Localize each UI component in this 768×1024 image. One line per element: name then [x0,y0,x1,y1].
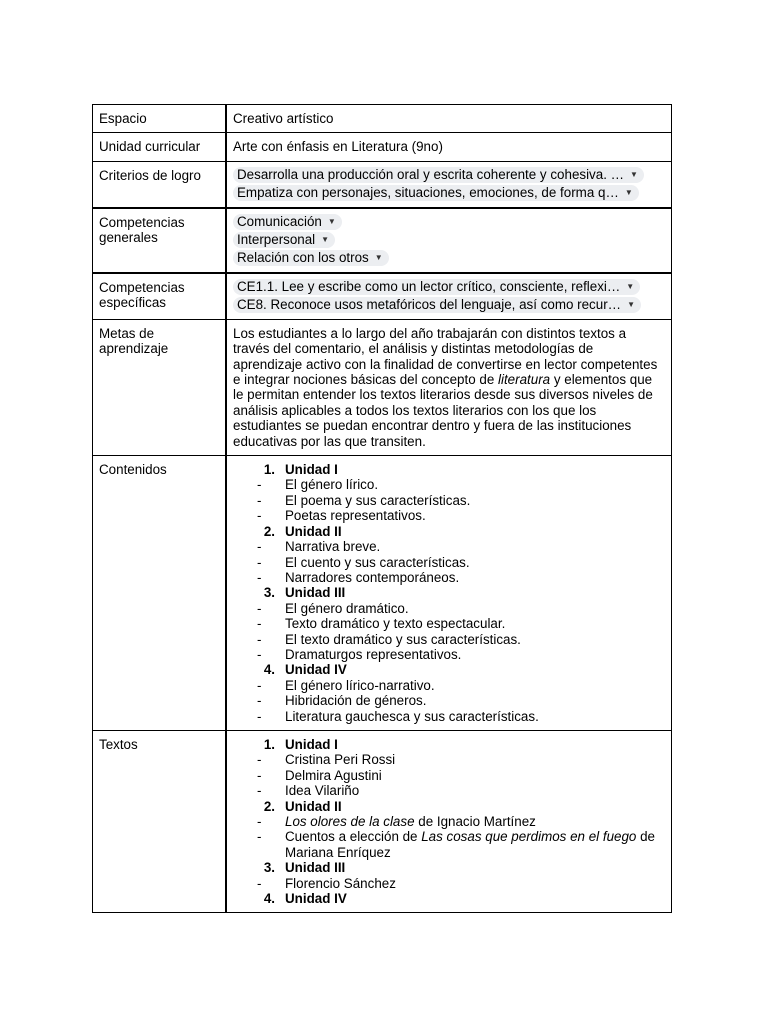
list-item [233,616,665,631]
value-espacio: Creativo artístico [226,105,672,133]
list-item [233,477,665,492]
competencia-chip-relacion[interactable] [233,250,389,266]
unit-number: 4. [263,662,275,678]
unit-number: 2. [263,523,275,539]
dash-marker: - [257,708,262,724]
row-metas [93,319,672,455]
curriculum-table [92,104,672,913]
item-text: Idea Vilariño [285,783,360,799]
unit-title: Unidad III [285,860,346,876]
especifica-chip-ce8[interactable] [233,297,641,313]
dash-marker: - [257,539,262,555]
unit-title: Unidad II [285,523,342,539]
dash-marker: - [257,631,262,647]
list-item [233,876,665,891]
label-competencias-generales: Competencias generales [93,208,227,273]
generales-chips [233,214,665,266]
label-competencias-especificas: Competencias específicas [93,273,227,320]
contenidos-cell [226,456,672,731]
row-criterios [93,161,672,208]
unit-number: 3. [263,860,275,876]
list-item [233,647,665,662]
list-item [233,783,665,798]
item-text: El cuento y sus características. [285,554,470,570]
item-text: El género dramático. [285,600,409,616]
unit-number: 1. [263,462,275,478]
item-text: Florencio Sánchez [285,875,396,891]
book-author: de Ignacio Martínez [414,814,536,829]
metas-text-after: y elementos que le permitan entender los textos literarios desde sus diversos niveles de análisis aplicables a todos los textos literarios con los que los estudiantes se puedan encontrar dentro y fuera de las instituciones educativas por las que transiten. [233,372,653,449]
chip-text: Relación con los otros [237,250,369,266]
row-unidad-curricular [93,133,672,161]
dash-marker: - [257,600,262,616]
textos-unit [233,737,665,752]
list-item [233,814,665,829]
metas-text-italic: literatura [498,372,551,388]
unit-title: Unidad II [285,798,342,814]
list-item [233,632,665,647]
dropdown-caret-icon: ▼ [374,253,383,263]
list-item [233,693,665,708]
dropdown-caret-icon: ▼ [626,282,635,292]
label-espacio: Espacio [93,105,227,133]
especificas-chips [233,279,665,313]
dash-marker: - [257,783,262,799]
item-text: Narradores contemporáneos. [285,569,460,585]
chip-text: Interpersonal [237,232,316,248]
textos-unit [233,799,665,814]
dropdown-caret-icon: ▼ [627,300,635,310]
row-espacio [93,105,672,133]
item-text: Texto dramático y texto espectacular. [285,616,506,632]
book-title: Las cosas que perdimos en el fuego [421,829,637,845]
contenidos-unit [233,662,665,677]
label-contenidos: Contenidos [93,456,227,731]
metas-text-before: Los estudiantes a lo largo del año trabajarán con distintos textos a través del comentario, el análisis y distintas metodologías de aprendizaje activo con la finalidad de convertirse en lector competentes e integrar nociones básicas del concepto de [233,325,658,388]
row-textos [93,730,672,912]
especifica-chip-ce1[interactable] [233,279,640,295]
chip-text: CE1.1. Lee y escribe como un lector crítico, consciente, reflexi… [237,279,621,295]
dash-marker: - [257,646,262,662]
contenidos-unit [233,585,665,600]
book-title: Los olores de la clase [285,814,415,829]
dash-marker: - [257,875,262,891]
dash-marker: - [257,677,262,693]
list-item [233,555,665,570]
textos-list [233,737,665,906]
contenidos-unit [233,462,665,477]
contenidos-unit [233,524,665,539]
criterio-chip-2[interactable] [233,185,639,201]
unit-number: 3. [263,585,275,601]
textos-unit [233,891,665,906]
item-text: El género lírico. [285,477,379,493]
dash-marker: - [257,492,262,508]
competencia-chip-comunicacion[interactable] [233,214,342,230]
textos-unit [233,860,665,875]
label-criterios: Criterios de logro [93,161,227,208]
list-item [233,709,665,724]
item-text [285,814,665,829]
unit-title: Unidad IV [285,891,347,907]
dash-marker: - [257,554,262,570]
dropdown-caret-icon: ▼ [630,170,638,180]
item-text: Dramaturgos representativos. [285,646,462,662]
chip-text: CE8. Reconoce usos metafóricos del lenguaje, así como recur… [237,297,622,313]
especificas-cell [226,273,672,320]
criterios-cell [226,161,672,208]
item-prefix: Cuentos a elección de [285,829,422,845]
list-item [233,570,665,585]
unit-title: Unidad IV [285,662,347,678]
unit-title: Unidad III [285,585,346,601]
competencia-chip-interpersonal[interactable] [233,232,335,248]
unit-number: 1. [263,736,275,752]
dash-marker: - [257,814,262,829]
book-author: de Mariana Enríquez [285,829,655,860]
dash-marker: - [257,616,262,632]
item-text: El texto dramático y sus características. [285,631,521,647]
list-item [233,829,665,860]
list-item [233,601,665,616]
row-competencias-especificas [93,273,672,320]
list-item [233,678,665,693]
dash-marker: - [257,693,262,709]
list-item [233,752,665,767]
label-unidad-curricular: Unidad curricular [93,133,227,161]
list-item [233,508,665,523]
item-text [285,829,665,860]
unit-title: Unidad I [285,462,338,478]
label-textos: Textos [93,730,227,912]
metas-text [233,326,665,449]
contenidos-list [233,462,665,724]
item-text: Delmira Agustini [285,767,382,783]
dash-marker: - [257,767,262,783]
textos-cell [226,730,672,912]
unit-number: 2. [263,798,275,814]
label-metas: Metas de aprendizaje [93,319,227,455]
row-competencias-generales [93,208,672,273]
chip-text: Empatiza con personajes, situaciones, emociones, de forma q… [237,185,619,201]
list-item [233,539,665,554]
dash-marker: - [257,829,262,845]
item-text: El género lírico-narrativo. [285,677,435,693]
dash-marker: - [257,508,262,524]
dropdown-caret-icon: ▼ [327,217,336,227]
list-item [233,493,665,508]
criterios-chips [233,167,665,201]
metas-cell [226,319,672,455]
item-text: El poema y sus características. [285,492,471,508]
chip-text: Desarrolla una producción oral y escrita coherente y cohesiva. … [237,167,625,183]
generales-cell [226,208,672,273]
dash-marker: - [257,477,262,493]
unit-number: 4. [263,891,275,907]
item-text: Poetas representativos. [285,508,426,524]
item-text: Hibridación de géneros. [285,693,427,709]
dropdown-caret-icon: ▼ [624,188,633,198]
unit-title: Unidad I [285,736,338,752]
list-item [233,768,665,783]
item-text: Narrativa breve. [285,539,381,555]
chip-text: Comunicación [237,214,322,230]
dash-marker: - [257,569,262,585]
dash-marker: - [257,752,262,768]
dropdown-caret-icon: ▼ [321,235,330,245]
criterio-chip-1[interactable] [233,167,644,183]
value-unidad-curricular: Arte con énfasis en Literatura (9no) [226,133,672,161]
item-text: Cristina Peri Rossi [285,752,396,768]
item-text: Literatura gauchesca y sus características. [285,708,539,724]
row-contenidos [93,456,672,731]
